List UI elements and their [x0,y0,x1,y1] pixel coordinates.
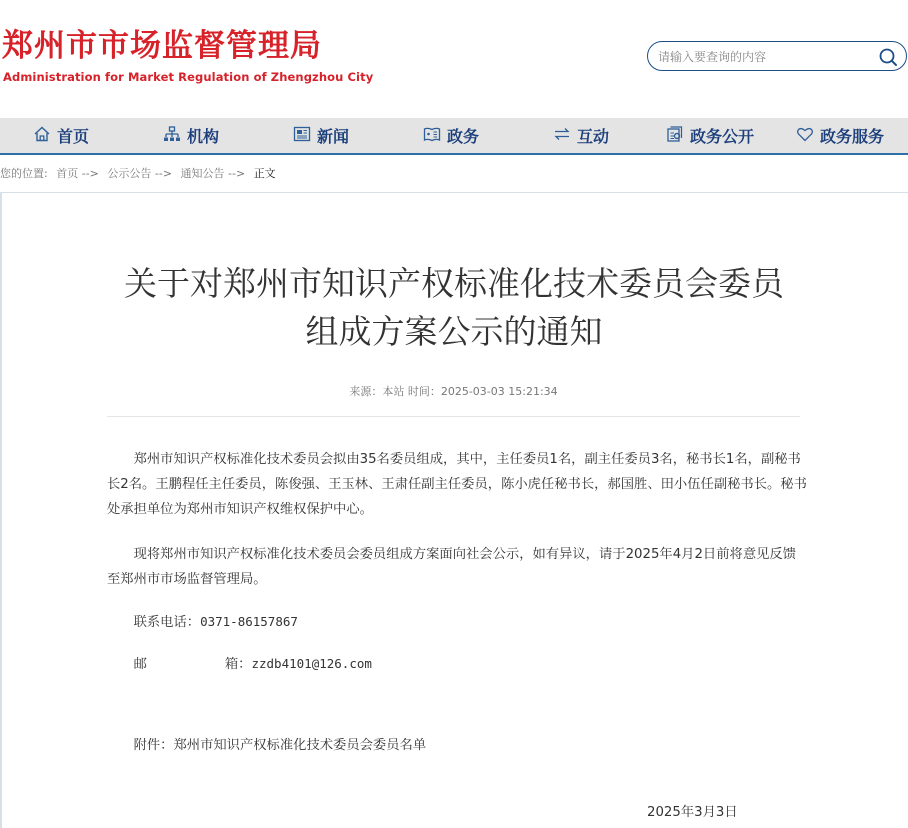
newspaper-icon [293,125,311,147]
org-chart-icon [163,125,181,147]
nav-label: 首页 [57,127,90,146]
site-logo-english[interactable]: Administration for Market Regulation of Zhengzhou City [3,70,374,84]
nav-item-interaction[interactable] [553,118,609,153]
search-input[interactable] [658,47,868,67]
nav-label: 政务服务 [820,127,885,146]
article-title-line1: 关于对郑州市知识产权标准化技术委员会委员 [124,264,784,303]
breadcrumb-home[interactable]: 首页 [56,167,79,180]
article-paragraph: 郑州市知识产权标准化技术委员会拟由35名委员组成，其中，主任委员1名，副主任委员3名，秘书长1名，副秘书长2名。王鹏程任主任委员，陈俊强、王玉林、王肃任副主任委员，陈小虎任秘书长，郝国胜、田小伍任副秘书长。秘书处承担单位为郑州市知识产权维权保护中心。 [107,452,807,517]
breadcrumb-prefix: 您的位置: [0,167,48,180]
article-paragraph: 现将郑州市知识产权标准化技术委员会委员组成方案面向社会公示，如有异议，请于2025年4月2日前将意见反馈至郑州市市场监督管理局。 [107,547,797,587]
site-logo-chinese[interactable]: 郑州市市场监督管理局 [2,28,322,64]
nav-label: 政务公开 [690,127,755,146]
email-label-part2: 箱： [224,657,252,672]
heart-icon [796,125,814,147]
nav-item-gov-disclosure[interactable] [666,118,754,153]
nav-label: 机构 [187,127,220,146]
breadcrumb-separator: --> [228,167,246,180]
nav-item-affairs[interactable] [423,118,479,153]
nav-item-org[interactable] [163,118,219,153]
nav-item-gov-services[interactable] [796,118,884,153]
article-date: 2025年3月3日 [647,805,738,820]
contact-phone [107,609,807,635]
nav-label: 互动 [577,127,610,146]
main-nav [0,118,908,155]
nav-label: 新闻 [317,127,350,146]
breadcrumb-separator: --> [81,167,99,180]
article-meta: 来源：本站 时间：2025-03-03 15:21:34 [349,385,558,398]
article-title-line2: 组成方案公示的通知 [305,312,603,351]
breadcrumb-current: 正文 [253,167,276,180]
attachment-link[interactable]: 附件：郑州市知识产权标准化技术委员会委员名单 [133,738,427,753]
site-header [0,0,908,118]
contact-email [107,651,807,677]
breadcrumb-separator: --> [154,167,173,180]
nav-item-news[interactable] [293,118,349,153]
nav-item-home[interactable] [33,118,89,153]
email-value: zzdb4101@126.com [251,656,372,671]
nav-label: 政务 [447,127,480,146]
search-icon[interactable] [878,47,898,67]
search-box [647,41,907,71]
meta-divider [107,416,800,417]
exchange-arrows-icon [553,125,571,147]
breadcrumb [0,164,281,184]
book-icon [423,125,441,147]
article-title [100,260,808,356]
breadcrumb-announcements[interactable]: 公示公告 [107,167,152,180]
breadcrumb-notices[interactable]: 通知公告 [180,167,225,180]
contact-phone-label: 联系电话： [133,615,201,630]
home-icon [33,125,51,147]
email-label-part1: 邮 [133,657,147,672]
document-gear-icon [666,125,684,147]
contact-phone-value: 0371-86157867 [200,614,298,629]
